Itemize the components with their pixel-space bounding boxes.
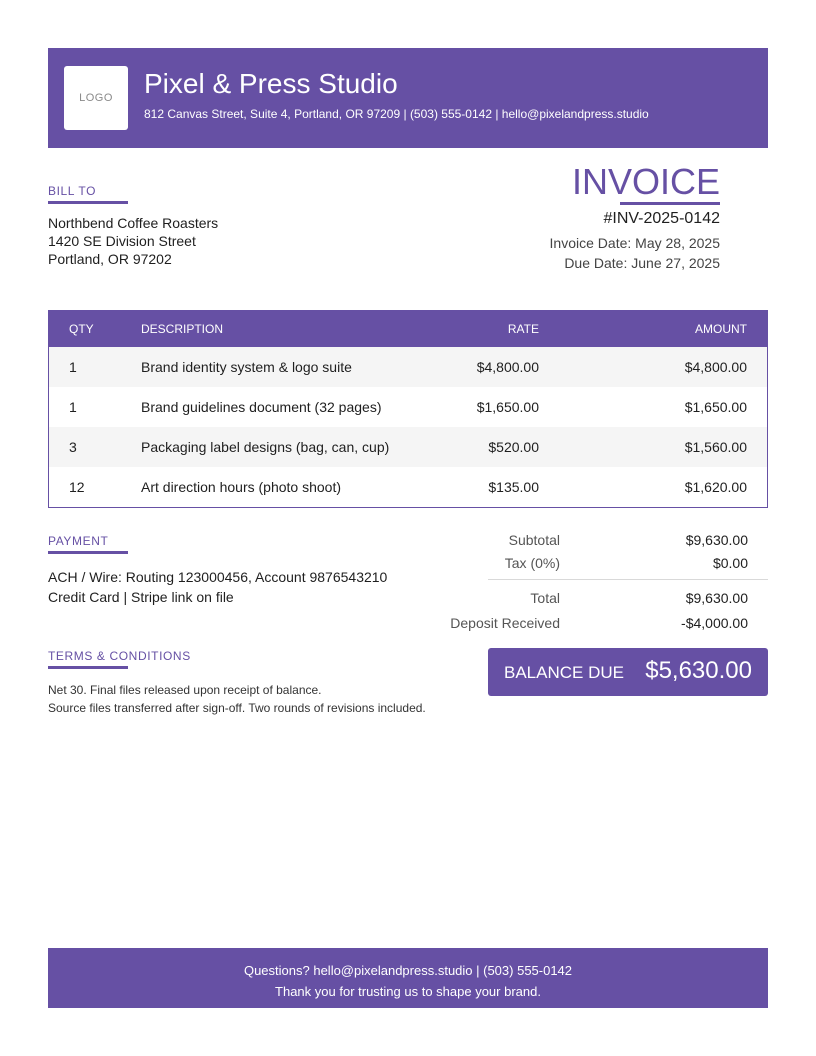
deposit-value: -$4,000.00 — [681, 615, 748, 631]
column-header-description: DESCRIPTION — [141, 311, 419, 348]
terms-label: TERMS & CONDITIONS — [48, 649, 191, 663]
table-header-row — [49, 311, 768, 348]
row-amount: $1,620.00 — [684, 479, 747, 495]
totals-divider — [488, 579, 768, 580]
company-contact-info: 812 Canvas Street, Suite 4, Portland, OR 97209 | (503) 555-0142 | hello@pixelandpress.studio — [144, 107, 649, 121]
row-qty: 3 — [49, 427, 142, 467]
payment-card-line: Credit Card | Stripe link on file — [48, 589, 234, 605]
invoice-date-label: Invoice Date: — [549, 235, 632, 251]
tax-value: $0.00 — [712, 555, 748, 571]
footer-contact: Questions? hello@pixelandpress.studio | (503) 555-0142 — [243, 963, 573, 978]
client-city: Portland, OR 97202 — [48, 251, 172, 267]
column-header-rate: RATE — [419, 311, 539, 348]
due-date-value: June 27, 2025 — [631, 255, 720, 271]
bill-to-address — [48, 214, 218, 268]
table-row — [49, 427, 768, 467]
table-row — [49, 467, 768, 508]
row-qty: 12 — [69, 479, 85, 495]
terms-line: Net 30. Final files released upon receipt of balance. — [48, 683, 322, 697]
invoice-date-value: May 28, 2025 — [635, 235, 720, 251]
row-description: Brand identity system & logo suite — [141, 347, 419, 387]
footer-thanks: Thank you for trusting us to shape your brand. — [275, 984, 541, 999]
invoice-title-underline — [620, 202, 720, 205]
bill-to-underline — [48, 201, 128, 204]
table-row — [49, 347, 768, 387]
invoice-footer — [48, 948, 768, 1008]
company-name: Pixel & Press Studio — [144, 68, 398, 99]
bill-to-label: BILL TO — [48, 184, 97, 198]
row-amount: $4,800.00 — [539, 347, 768, 387]
subtotal-label: Subtotal — [508, 532, 560, 548]
logo-placeholder-text: LOGO — [79, 92, 113, 104]
total-label: Total — [530, 590, 560, 606]
client-street: 1420 SE Division Street — [48, 233, 196, 249]
terms-underline — [48, 666, 128, 669]
row-amount: $1,650.00 — [684, 399, 747, 415]
payment-ach-line: ACH / Wire: Routing 123000456, Account 9876543210 — [48, 569, 388, 585]
row-rate: $135.00 — [488, 479, 539, 495]
row-description: Packaging label designs (bag, can, cup) — [141, 427, 419, 467]
column-header-amount: AMOUNT — [539, 311, 768, 348]
invoice-header — [48, 48, 768, 148]
client-name: Northbend Coffee Roasters — [48, 215, 219, 231]
tax-label: Tax (0%) — [504, 555, 560, 571]
total-value: $9,630.00 — [685, 590, 748, 606]
subtotal-value: $9,630.00 — [685, 532, 748, 548]
row-qty: 1 — [69, 399, 77, 415]
due-date-line — [564, 255, 720, 271]
row-rate: $1,650.00 — [476, 399, 539, 415]
due-date-label: Due Date: — [564, 255, 628, 271]
balance-due-value: $5,630.00 — [645, 657, 752, 684]
line-items-table — [48, 310, 768, 508]
row-description: Brand guidelines document (32 pages) — [141, 399, 382, 415]
table-row — [49, 387, 768, 427]
payment-underline — [48, 551, 128, 554]
invoice-title: INVOICE — [571, 161, 720, 202]
deposit-label: Deposit Received — [450, 615, 560, 631]
invoice-date-line — [550, 235, 720, 251]
row-amount: $1,560.00 — [539, 427, 768, 467]
row-rate: $4,800.00 — [419, 347, 539, 387]
column-header-qty: QTY — [49, 311, 142, 348]
balance-due-box — [488, 648, 768, 696]
balance-due-label: BALANCE DUE — [504, 663, 624, 682]
row-description: Art direction hours (photo shoot) — [141, 479, 341, 495]
payment-details — [48, 567, 387, 607]
payment-label: PAYMENT — [48, 534, 109, 548]
row-rate: $520.00 — [419, 427, 539, 467]
company-logo — [64, 66, 128, 130]
terms-text — [48, 681, 426, 717]
row-qty: 1 — [49, 347, 142, 387]
invoice-number: #INV-2025-0142 — [603, 210, 720, 227]
terms-line: Source files transferred after sign-off. Two rounds of revisions included. — [48, 701, 426, 715]
